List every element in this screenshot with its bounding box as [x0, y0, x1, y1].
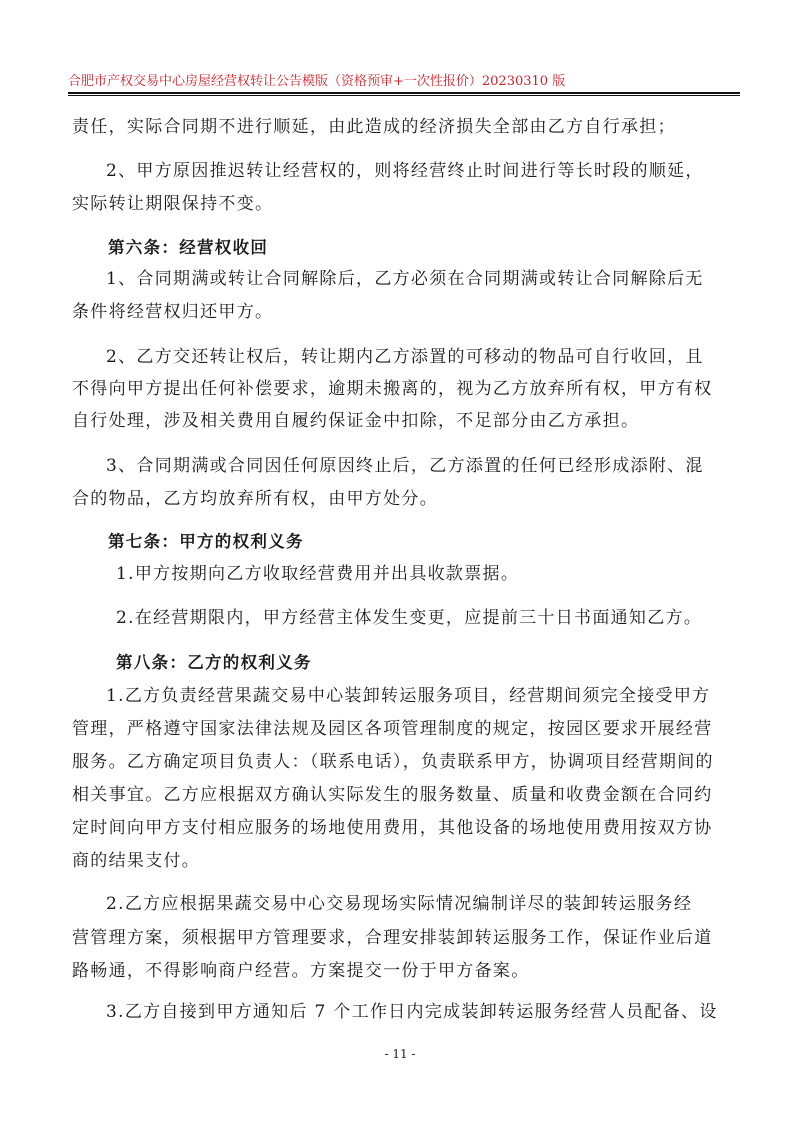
- paragraph-line: 1.甲方按期向乙方收取经营费用并出具收款票据。: [116, 564, 520, 584]
- paragraph-line: 不得向甲方提出任何补偿要求，逾期未搬离的，视为乙方放弃所有权，甲方有权: [72, 379, 713, 399]
- paragraph-line: 实际转让期限保持不变。: [72, 194, 274, 214]
- paragraph-line: 定时间向甲方支付相应服务的场地使用费用，其他设备的场地使用费用按双方协: [72, 818, 713, 838]
- paragraph-line: 2、甲方原因推迟转让经营权的，则将经营终止时间进行等长时段的顺延，: [106, 161, 704, 181]
- paragraph-line: 2.乙方应根据果蔬交易中心交易现场实际情况编制详尽的装卸转运服务经: [106, 894, 693, 914]
- paragraph-line: 1、合同期满或转让合同解除后，乙方必须在合同期满或转让合同解除后无: [106, 269, 704, 289]
- header-rule-thin: [68, 95, 740, 96]
- paragraph-line: 责任，实际合同期不进行顺延，由此造成的经济损失全部由乙方自行承担；: [72, 117, 676, 137]
- paragraph-line: 2.在经营期限内，甲方经营主体发生变更，应提前三十日书面通知乙方。: [116, 608, 703, 628]
- paragraph-line: 条件将经营权归还甲方。: [72, 302, 274, 322]
- paragraph-line: 自行处理，涉及相关费用自履约保证金中扣除，不足部分由乙方承担。: [72, 411, 640, 431]
- paragraph-line: 商的结果支付。: [72, 851, 201, 871]
- paragraph-line: 3.乙方自接到甲方通知后 7 个工作日内完成装卸转运服务经营人员配备、设: [106, 1002, 718, 1022]
- section-heading-7: 第七条：甲方的权利义务: [108, 532, 304, 551]
- paragraph-line: 服务。乙方确定项目负责人：（联系电话），负责联系甲方，协调项目经营期间的: [72, 752, 714, 772]
- paragraph-line: 合的物品，乙方均放弃所有权，由甲方处分。: [72, 489, 438, 509]
- paragraph-line: 2、乙方交还转让权后，转让期内乙方添置的可移动的物品可自行收回，且: [106, 347, 704, 367]
- paragraph-line: 管理，严格遵守国家法律法规及园区各项管理制度的规定，按园区要求开展经营: [72, 719, 713, 739]
- paragraph-line: 路畅通，不得影响商户经营。方案提交一份于甲方备案。: [72, 961, 530, 981]
- paragraph-line: 相关事宜。乙方应根据双方确认实际发生的服务数量、质量和收费金额在合同约: [72, 785, 713, 805]
- paragraph-line: 营管理方案，须根据甲方管理要求，合理安排装卸转运服务工作，保证作业后道: [72, 928, 713, 948]
- section-heading-6: 第六条：经营权收回: [108, 238, 269, 257]
- header-rule: [68, 92, 740, 94]
- paragraph-line: 1.乙方负责经营果蔬交易中心装卸转运服务项目，经营期间须完全接受甲方: [106, 686, 711, 706]
- page-number: - 11 -: [384, 1047, 416, 1061]
- paragraph-line: 3、合同期满或合同因任何原因终止后，乙方添置的任何已经形成添附、混: [106, 456, 704, 476]
- section-heading-8: 第八条：乙方的权利义务: [116, 653, 312, 672]
- running-header: 合肥市产权交易中心房屋经营权转让公告模版（资格预审+一次性报价）20230310 版: [68, 74, 566, 89]
